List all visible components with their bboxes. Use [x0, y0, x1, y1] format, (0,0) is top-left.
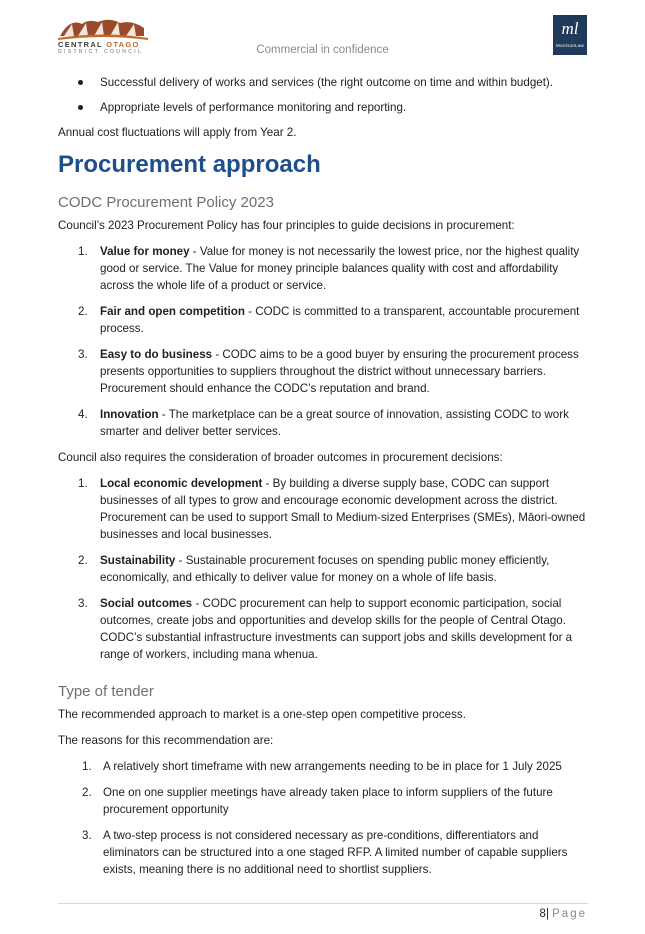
- list-item: Appropriate levels of performance monitoring and reporting.: [58, 99, 588, 116]
- section-heading: Procurement approach: [58, 151, 321, 178]
- list-item: 1. A relatively short timeframe with new arrangements needing to be in place for 1 July 2025: [82, 760, 562, 773]
- cost-note: Annual cost fluctuations will apply from Year 2.: [58, 126, 297, 139]
- tender-subheading: Type of tender: [58, 683, 154, 700]
- tender-approach: The recommended approach to market is a one-step open competitive process.: [58, 708, 466, 721]
- list-item: 1. Local economic development - By building a diverse supply base, CODC can support businesses of all types to grow and encourage economic development across the district. Procurement can be used to support Small to Medium-sized Enterprises (SMEs), Māori-owned businesses and local businesses.: [78, 477, 586, 541]
- logo-subtitle: DISTRICT COUNCIL: [58, 49, 144, 55]
- principles-list: [58, 243, 588, 440]
- confidentiality-label: Commercial in confidence: [256, 44, 389, 56]
- list-item: 3. Social outcomes - CODC procurement can help to support economic participation, social outcomes, create jobs and opportunities and develop skills for the people of Central Otago. CODC’s substantial infrastructure investments can support jobs and skills development for a range of workers, including mana whenua.: [78, 597, 573, 661]
- list-item: 4. Innovation - The marketplace can be a great source of innovation, assisting CODC to work smarter and deliver better services.: [78, 408, 569, 438]
- list-item: 2. One on one supplier meetings have already taken place to inform suppliers of the future procurement opportunity: [82, 786, 553, 816]
- logo-wordmark: CENTRAL OTAGO: [58, 40, 140, 49]
- policy-intro: Council’s 2023 Procurement Policy has four principles to guide decisions in procurement:: [58, 219, 515, 232]
- list-item: 3. Easy to do business - CODC aims to be a good buyer by ensuring the procurement process presents opportunities to suppliers throughout the district without unnecessary barriers. Procurement should enhance the CODC’s reputation and brand.: [78, 348, 579, 395]
- list-item: 2. Sustainability - Sustainable procurement focuses on spending public money efficiently, economically, and ethically to deliver value for money on a whole of life basis.: [78, 554, 550, 584]
- page-number: 8: [539, 908, 546, 920]
- list-item: 2. Fair and open competition - CODC is committed to a transparent, accountable procurement process.: [78, 305, 580, 335]
- page-label: Page: [552, 908, 587, 920]
- tender-reasons-intro: The reasons for this recommendation are:: [58, 734, 274, 747]
- list-item: Successful delivery of works and services (the right outcome on time and within budget).: [58, 74, 588, 91]
- page-separator: |: [545, 908, 549, 920]
- morrison-law-name: MorrisonLaw: [556, 43, 584, 48]
- page-content: [58, 74, 588, 887]
- morrison-law-mark: ml: [561, 19, 579, 38]
- footer-divider: [58, 903, 588, 904]
- reasons-list: [58, 758, 588, 878]
- page-header: [0, 0, 645, 64]
- intro-bullet-list: [58, 74, 588, 116]
- outcomes-intro: Council also requires the consideration of broader outcomes in procurement decisions:: [58, 451, 503, 464]
- list-item: 3. A two-step process is not considered necessary as pre-conditions, differentiators and eliminators can be structured into a one staged RFP. A limited number of capable suppliers exists, meaning there is no additional need to shortlist suppliers.: [82, 829, 568, 876]
- page-footer: [540, 908, 587, 920]
- bullet-icon: [78, 105, 83, 110]
- list-item: 1. Value for money - Value for money is not necessarily the lowest price, nor the highest quality good or service. The Value for money principle balances quality with cost and affordability across the whole life of a product or service.: [78, 245, 580, 292]
- mountain-logo-icon: [58, 16, 148, 42]
- bullet-icon: [78, 80, 83, 85]
- morrison-law-logo: [553, 15, 587, 55]
- policy-subheading: CODC Procurement Policy 2023: [58, 194, 274, 211]
- outcomes-list: [58, 475, 588, 663]
